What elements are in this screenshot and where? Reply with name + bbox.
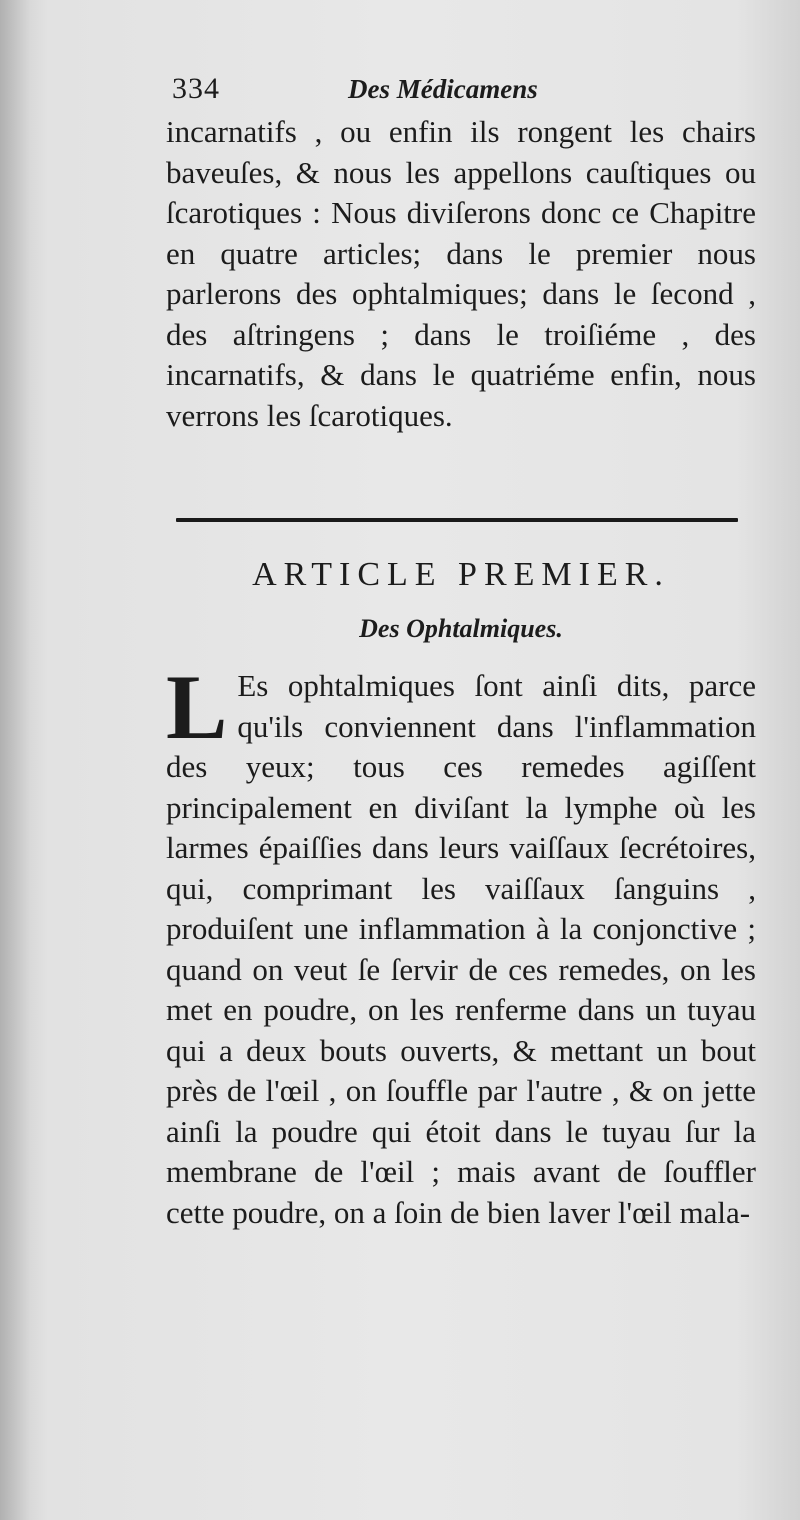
paragraph-continued: incarnatifs , ou enfin ils rongent les chairs baveuſes, & nous les appellons cauſtiques ou ſcarotiques : Nous diviſerons donc ce Chapitre en quatre articles; dans le premier nous parlerons des ophtalmiques; dans le ſecond , des aſtringens ; dans le troiſiéme , des incarnatifs, & dans le quatriéme enfin, nous verrons les ſcarotiques.: [166, 114, 756, 433]
article-paragraph: [166, 656, 756, 1233]
page-number: 334: [172, 72, 220, 105]
section-rule: [176, 518, 738, 522]
article-subheading: Des Ophtalmiques.: [359, 614, 563, 643]
running-title: Des Médicamens: [348, 74, 538, 104]
drop-cap: L: [166, 656, 228, 758]
article-heading: ARTICLE PREMIER.: [252, 556, 670, 593]
article-text: Es ophtalmiques ſont ainſi dits, parce qu'ils conviennent dans l'inflammation des yeux; tous ces remedes agiſſent principalement en diviſant la lymphe où les larmes épaiſſies dans leurs vaiſſaux ſecrétoires, qui, comprimant les vaiſſaux ſanguins , produiſent une inflammation à la conjonctive ; quand on veut ſe ſervir de ces remedes, on les met en poudre, on les renferme dans un tuyau qui a deux bouts ouverts, & mettant un bout près de l'œil , on ſouffle par l'autre , & on jette ainſi la poudre qui étoit dans le tuyau ſur la membrane de l'œil ; mais avant de ſouffler cette poudre, on a ſoin de bien laver l'œil mala-: [166, 668, 756, 1230]
gutter-shadow: [0, 0, 30, 1520]
